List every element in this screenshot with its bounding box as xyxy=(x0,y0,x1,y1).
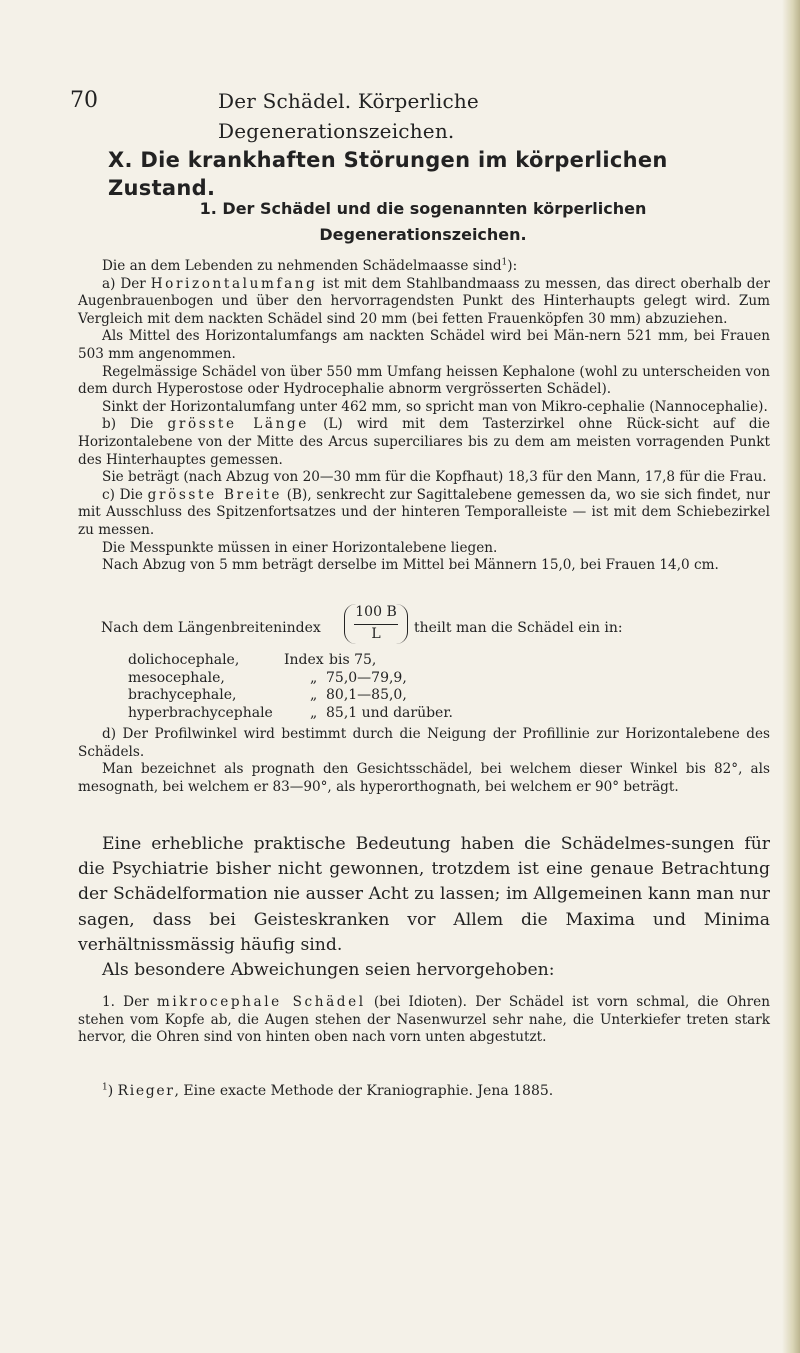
index-sep: „ xyxy=(310,704,318,721)
table-row xyxy=(128,687,688,705)
footnote: $^1$) Rieger, Eine exacte Methode der Kraniographie. Jena 1885. xyxy=(102,1082,554,1099)
paragraph-c xyxy=(78,487,770,540)
page-edge-shadow xyxy=(782,0,800,1353)
paragraph-a xyxy=(78,276,770,329)
index-type: mesocephale, xyxy=(128,669,225,686)
term-groesste-breite: grösste Breite xyxy=(147,486,283,503)
index-sep: „ xyxy=(310,669,318,686)
main-text xyxy=(78,832,770,983)
section-heading-line1: 1. Der Schädel und die sogenannten körperlichen xyxy=(199,199,647,218)
index-type: hyperbrachycephale xyxy=(128,704,273,721)
item-1-prefix: 1. Der xyxy=(102,994,149,1010)
index-type: dolichocephale, xyxy=(128,652,240,668)
running-header xyxy=(70,86,710,143)
fraction-denominator: L xyxy=(371,626,381,642)
index-sep: „ xyxy=(310,687,318,704)
intro-text: Die an dem Lebenden zu nehmenden Schädelmaasse sind xyxy=(102,258,502,274)
item-1-section xyxy=(78,994,770,1047)
skull-index-table xyxy=(128,652,688,722)
para-c-text: (B), senkrecht zur Sagittalebene gemessen da, wo sie sich findet, nur mit Ausschluss des Spitzenfortsatzes und der hinteren Temporalleiste — ist mit dem Schiebezirkel zu messen. xyxy=(78,486,770,538)
section-heading xyxy=(108,196,738,248)
footnote-ref: 1 xyxy=(501,257,508,268)
paragraph-a3: Regelmässige Schädel von über 550 mm Umfang heissen Kephalone (wohl zu unterscheiden von dem durch Hyperostose oder Hydrocephalie abnorm vergrösserten Schädel). xyxy=(78,363,770,398)
item-1-text: (bei Idioten). Der Schädel ist vorn schmal, die Ohren stehen vom Kopfe ab, die Augen stehen der Nasenwurzel sehr nahe, die Unterkiefer treten stark hervor, die Ohren sind von hinten oben nach vorn unten abgestutzt. xyxy=(78,994,770,1046)
para-a-text: ist mit dem Stahlbandmaass zu messen, das direct oberhalb der Augenbrauenbogen und über den hervorragendsten Punkt des Hinterhaupts gelegt wird. Zum Vergleich mit dem nackten Schädel sind 20 mm (bei fetten Frauenköpfen 30 mm) abzuziehen. xyxy=(78,275,771,327)
main-paragraph-2: Als besondere Abweichungen seien hervorgehoben: xyxy=(102,960,555,981)
running-title: Der Schädel. Körperliche Degenerationszeichen. xyxy=(218,89,479,143)
profile-section xyxy=(78,726,770,796)
index-range: 75,0—79,9, xyxy=(326,669,407,686)
paragraph-c3: Nach Abzug von 5 mm beträgt derselbe im Mittel bei Männern 15,0, bei Frauen 14,0 cm. xyxy=(102,557,719,574)
formula-trail-text: theilt man die Schädel ein in: xyxy=(414,620,623,636)
para-c-prefix: c) Die xyxy=(102,486,143,503)
para-a-prefix: a) Der xyxy=(102,275,146,292)
fraction-bar xyxy=(354,624,398,625)
intro-paragraph xyxy=(78,258,770,276)
term-groesste-laenge: grösste Länge xyxy=(167,416,309,433)
formula-lead-text: Nach dem Längenbreitenindex xyxy=(101,620,321,636)
main-paragraph-1: Eine erhebliche praktische Bedeutung haben die Schädelmes-sungen für die Psychiatrie bisher nicht gewonnen, trotzdem ist eine genaue Betrachtung der Schädelformation nie ausser Acht zu lassen; im Allgemeinen kann man nur sagen, dass bei Geisteskranken vor Allem die Maxima und Minima verhältnissmässig häufig sind. xyxy=(78,834,770,955)
page-number: 70 xyxy=(70,88,98,113)
fraction-numerator: 100 B xyxy=(355,604,397,620)
para-b-text: (L) wird mit dem Tasterzirkel ohne Rück-sicht auf die Horizontalebene von der Mitte des Arcus superciliares bis zu dem am meisten vorragenden Punkt des Hinterhauptes gemessen. xyxy=(78,416,770,468)
index-type: brachycephale, xyxy=(128,687,237,704)
index-range: 80,1—85,0, xyxy=(326,687,407,704)
paragraph-b xyxy=(78,416,770,469)
table-row xyxy=(128,652,688,670)
paragraph-a4: Sinkt der Horizontalumfang unter 462 mm, so spricht man von Mikro-cephalie (Nannocephalie). xyxy=(102,398,768,415)
measurement-section xyxy=(78,258,770,575)
paragraph-c2: Die Messpunkte müssen in einer Horizontalebene liegen. xyxy=(102,539,498,556)
footnote-author: Rieger xyxy=(117,1083,175,1099)
intro-end: ): xyxy=(507,258,518,274)
item-1-paragraph xyxy=(78,994,770,1047)
index-range: bis 75, xyxy=(329,652,377,668)
paragraph-a2: Als Mittel des Horizontalumfangs am nackten Schädel wird bei Män-nern 521 mm, bei Frauen 503 mm angenommen. xyxy=(78,328,770,362)
term-mikrocephale: mikrocephale Schädel xyxy=(156,994,366,1010)
index-fraction xyxy=(344,604,408,644)
paragraph-b2: Sie beträgt (nach Abzug von 20—30 mm für die Kopfhaut) 18,3 für den Mann, 17,8 für die Frau. xyxy=(102,469,767,486)
section-heading-line2: Degenerationszeichen. xyxy=(319,225,527,244)
paragraph-d2: Man bezeichnet als prognath den Gesichtsschädel, bei welchem dieser Winkel bis 82°, als mesognath, bei welchem er 83—90°, als hyperorthognath, bei welchem er 90° beträgt. xyxy=(78,761,770,795)
term-horizontalumfang: Horizontalumfang xyxy=(150,275,318,292)
index-formula-line xyxy=(101,602,761,648)
para-b-prefix: b) Die xyxy=(102,416,154,433)
index-range: 85,1 und darüber. xyxy=(326,704,453,721)
paragraph-d: d) Der Profilwinkel wird bestimmt durch die Neigung der Profillinie zur Horizontalebene des Schädels. xyxy=(78,726,770,760)
table-row xyxy=(128,670,688,688)
index-sep: Index xyxy=(284,652,324,668)
footnote-text: , Eine exacte Methode der Kraniographie. Jena 1885. xyxy=(174,1083,554,1099)
table-row xyxy=(128,705,688,723)
chapter-heading: X. Die krankhaften Störungen im körperlichen Zustand. xyxy=(108,148,668,200)
footnote-mark: 1 xyxy=(102,1082,108,1093)
